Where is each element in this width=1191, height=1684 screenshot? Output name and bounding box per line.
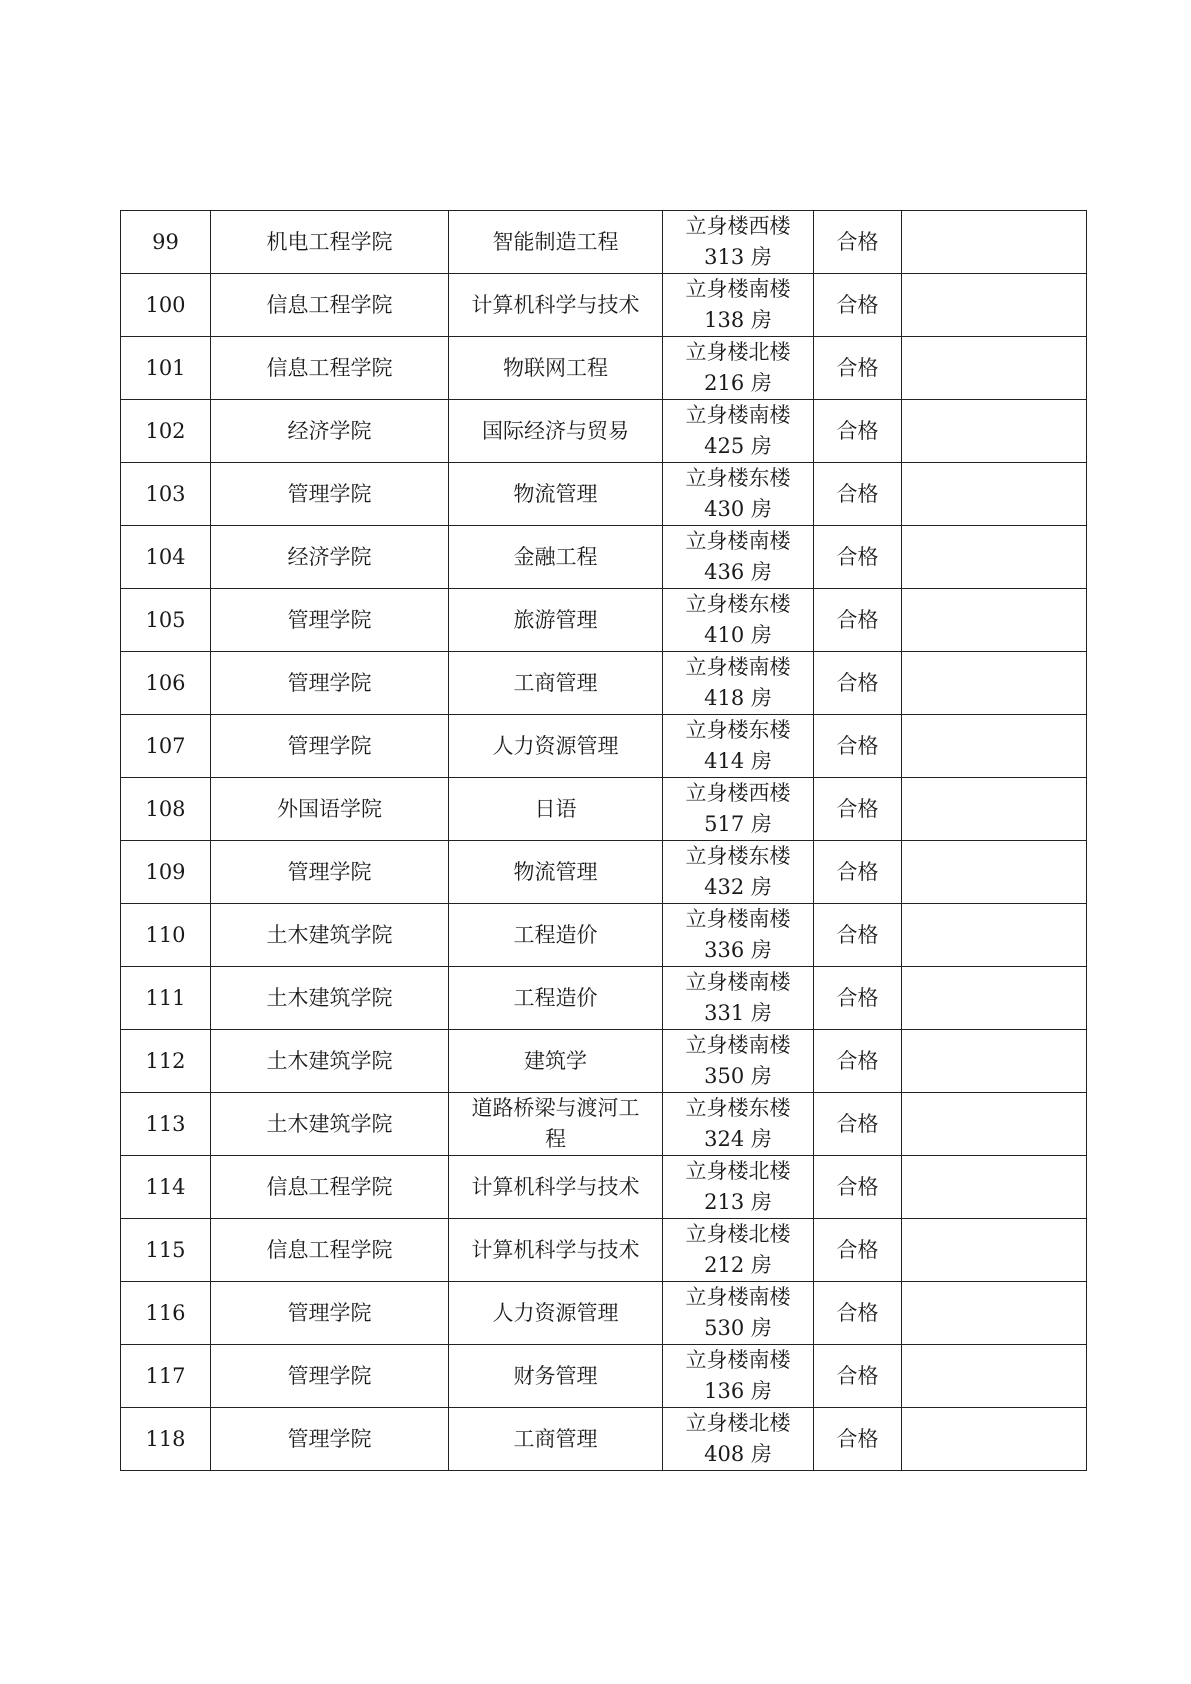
room-cell (663, 715, 814, 778)
row-number-cell (121, 1219, 211, 1282)
room-cell (663, 211, 814, 274)
college-name: 管理学院 (287, 670, 372, 695)
college-name: 信息工程学院 (266, 355, 393, 380)
table-row (121, 841, 1087, 904)
row-number-cell (121, 841, 211, 904)
major-cell (449, 589, 663, 652)
row-number-cell (121, 1282, 211, 1345)
room-number: 414 房 (704, 749, 772, 773)
inspection-results-table (120, 210, 1087, 1471)
row-number-cell (121, 1345, 211, 1408)
room-building: 立身楼南楼 (685, 1285, 791, 1309)
college-cell (211, 526, 449, 589)
major-name: 道路桥梁与渡河工程 (471, 1096, 640, 1151)
row-number: 107 (145, 733, 186, 758)
row-number-cell (121, 589, 211, 652)
result-cell (814, 904, 902, 967)
major-name: 国际经济与贸易 (482, 418, 629, 443)
result-status: 合格 (836, 229, 879, 254)
college-cell (211, 778, 449, 841)
result-cell (814, 1030, 902, 1093)
row-number-cell (121, 1156, 211, 1219)
major-cell (449, 400, 663, 463)
result-status: 合格 (836, 418, 879, 443)
row-number: 100 (145, 292, 186, 317)
note-cell (902, 1282, 1087, 1345)
room-cell (663, 1030, 814, 1093)
result-cell (814, 1156, 902, 1219)
table-row (121, 400, 1087, 463)
note-cell (902, 337, 1087, 400)
result-cell (814, 274, 902, 337)
college-cell (211, 274, 449, 337)
result-cell (814, 400, 902, 463)
result-cell (814, 1408, 902, 1471)
major-cell (449, 1282, 663, 1345)
room-number: 216 房 (704, 371, 772, 395)
room-number: 436 房 (704, 560, 772, 584)
college-name: 信息工程学院 (266, 292, 393, 317)
result-status: 合格 (836, 1237, 879, 1262)
note-cell (902, 967, 1087, 1030)
row-number: 99 (152, 229, 179, 254)
room-number: 517 房 (704, 812, 772, 836)
room-building: 立身楼北楼 (685, 340, 791, 364)
result-status: 合格 (836, 1174, 879, 1199)
college-name: 信息工程学院 (266, 1237, 393, 1262)
college-name: 管理学院 (287, 733, 372, 758)
room-building: 立身楼西楼 (685, 214, 791, 238)
result-status: 合格 (836, 544, 879, 569)
row-number: 117 (145, 1363, 186, 1388)
room-building: 立身楼东楼 (685, 592, 791, 616)
row-number: 110 (145, 922, 186, 947)
row-number-cell (121, 967, 211, 1030)
row-number: 116 (145, 1300, 186, 1325)
room-cell (663, 652, 814, 715)
major-name: 金融工程 (513, 544, 598, 569)
major-cell (449, 967, 663, 1030)
result-status: 合格 (836, 607, 879, 632)
result-status: 合格 (836, 985, 879, 1010)
table-row (121, 1408, 1087, 1471)
table-row (121, 1156, 1087, 1219)
note-cell (902, 841, 1087, 904)
room-building: 立身楼北楼 (685, 1222, 791, 1246)
result-cell (814, 1093, 902, 1156)
result-cell (814, 652, 902, 715)
room-cell (663, 1219, 814, 1282)
major-cell (449, 841, 663, 904)
major-cell (449, 463, 663, 526)
major-cell (449, 904, 663, 967)
room-number: 432 房 (704, 875, 772, 899)
row-number-cell (121, 1030, 211, 1093)
room-cell (663, 274, 814, 337)
table-row (121, 778, 1087, 841)
result-cell (814, 1219, 902, 1282)
major-cell (449, 1156, 663, 1219)
room-building: 立身楼东楼 (685, 1096, 791, 1120)
room-cell (663, 463, 814, 526)
room-number: 213 房 (704, 1190, 772, 1214)
college-cell (211, 715, 449, 778)
major-name: 工商管理 (513, 670, 598, 695)
row-number: 118 (145, 1426, 186, 1451)
room-building: 立身楼南楼 (685, 529, 791, 553)
room-number: 410 房 (704, 623, 772, 647)
result-status: 合格 (836, 481, 879, 506)
result-status: 合格 (836, 922, 879, 947)
result-status: 合格 (836, 1363, 879, 1388)
major-name: 旅游管理 (513, 607, 598, 632)
row-number: 113 (145, 1111, 186, 1136)
room-building: 立身楼南楼 (685, 403, 791, 427)
table-row (121, 526, 1087, 589)
result-cell (814, 589, 902, 652)
result-status: 合格 (836, 1048, 879, 1073)
major-cell (449, 1030, 663, 1093)
table-row (121, 274, 1087, 337)
major-cell (449, 1093, 663, 1156)
note-cell (902, 1093, 1087, 1156)
room-number: 138 房 (704, 308, 772, 332)
row-number: 102 (145, 418, 186, 443)
major-name: 人力资源管理 (492, 1300, 619, 1325)
room-cell (663, 904, 814, 967)
note-cell (902, 1219, 1087, 1282)
college-cell (211, 463, 449, 526)
table-row (121, 1345, 1087, 1408)
college-cell (211, 1156, 449, 1219)
row-number-cell (121, 463, 211, 526)
table-row (121, 463, 1087, 526)
college-cell (211, 1282, 449, 1345)
result-status: 合格 (836, 1111, 879, 1136)
row-number-cell (121, 211, 211, 274)
note-cell (902, 1030, 1087, 1093)
note-cell (902, 400, 1087, 463)
room-building: 立身楼南楼 (685, 970, 791, 994)
note-cell (902, 1345, 1087, 1408)
room-cell (663, 778, 814, 841)
row-number: 112 (145, 1048, 186, 1073)
table-row (121, 1282, 1087, 1345)
result-status: 合格 (836, 859, 879, 884)
result-cell (814, 841, 902, 904)
note-cell (902, 211, 1087, 274)
room-cell (663, 967, 814, 1030)
room-cell (663, 589, 814, 652)
table-row (121, 967, 1087, 1030)
note-cell (902, 589, 1087, 652)
table-body (121, 211, 1087, 1471)
college-cell (211, 211, 449, 274)
room-cell (663, 1345, 814, 1408)
note-cell (902, 778, 1087, 841)
major-name: 物联网工程 (503, 355, 608, 380)
result-cell (814, 1345, 902, 1408)
row-number-cell (121, 274, 211, 337)
college-name: 管理学院 (287, 607, 372, 632)
room-number: 350 房 (704, 1064, 772, 1088)
college-name: 管理学院 (287, 1426, 372, 1451)
note-cell (902, 904, 1087, 967)
college-cell (211, 967, 449, 1030)
room-number: 418 房 (704, 686, 772, 710)
row-number-cell (121, 337, 211, 400)
row-number: 106 (145, 670, 186, 695)
room-number: 408 房 (704, 1442, 772, 1466)
note-cell (902, 1408, 1087, 1471)
major-cell (449, 652, 663, 715)
major-name: 计算机科学与技术 (471, 1174, 640, 1199)
result-cell (814, 211, 902, 274)
room-number: 313 房 (704, 245, 772, 269)
result-cell (814, 337, 902, 400)
college-name: 管理学院 (287, 1363, 372, 1388)
major-cell (449, 1345, 663, 1408)
room-building: 立身楼南楼 (685, 1033, 791, 1057)
row-number-cell (121, 715, 211, 778)
major-name: 计算机科学与技术 (471, 1237, 640, 1262)
note-cell (902, 274, 1087, 337)
table-row (121, 211, 1087, 274)
table-row (121, 904, 1087, 967)
row-number: 109 (145, 859, 186, 884)
room-cell (663, 337, 814, 400)
college-cell (211, 1093, 449, 1156)
college-cell (211, 841, 449, 904)
room-cell (663, 526, 814, 589)
room-building: 立身楼东楼 (685, 466, 791, 490)
room-number: 530 房 (704, 1316, 772, 1340)
college-name: 管理学院 (287, 1300, 372, 1325)
note-cell (902, 715, 1087, 778)
college-cell (211, 1345, 449, 1408)
major-cell (449, 211, 663, 274)
row-number-cell (121, 652, 211, 715)
major-name: 计算机科学与技术 (471, 292, 640, 317)
major-name: 人力资源管理 (492, 733, 619, 758)
major-cell (449, 337, 663, 400)
result-cell (814, 967, 902, 1030)
row-number-cell (121, 400, 211, 463)
row-number: 111 (145, 985, 186, 1010)
room-cell (663, 1408, 814, 1471)
college-cell (211, 1030, 449, 1093)
college-name: 土木建筑学院 (266, 985, 393, 1010)
college-cell (211, 589, 449, 652)
result-cell (814, 463, 902, 526)
major-cell (449, 1219, 663, 1282)
room-cell (663, 1282, 814, 1345)
room-building: 立身楼南楼 (685, 907, 791, 931)
major-name: 财务管理 (513, 1363, 598, 1388)
room-number: 331 房 (704, 1001, 772, 1025)
row-number: 101 (145, 355, 186, 380)
room-cell (663, 841, 814, 904)
major-name: 工程造价 (513, 985, 598, 1010)
major-name: 物流管理 (513, 859, 598, 884)
row-number: 108 (145, 796, 186, 821)
room-number: 336 房 (704, 938, 772, 962)
table-row (121, 652, 1087, 715)
major-cell (449, 1408, 663, 1471)
major-name: 工程造价 (513, 922, 598, 947)
row-number-cell (121, 526, 211, 589)
major-cell (449, 778, 663, 841)
note-cell (902, 463, 1087, 526)
result-status: 合格 (836, 1426, 879, 1451)
row-number: 115 (145, 1237, 186, 1262)
table-row (121, 1093, 1087, 1156)
result-cell (814, 1282, 902, 1345)
result-status: 合格 (836, 796, 879, 821)
room-number: 425 房 (704, 434, 772, 458)
room-number: 212 房 (704, 1253, 772, 1277)
room-building: 立身楼南楼 (685, 277, 791, 301)
room-building: 立身楼南楼 (685, 1348, 791, 1372)
result-status: 合格 (836, 1300, 879, 1325)
college-name: 管理学院 (287, 481, 372, 506)
room-number: 324 房 (704, 1127, 772, 1151)
room-number: 136 房 (704, 1379, 772, 1403)
table-row (121, 589, 1087, 652)
college-name: 土木建筑学院 (266, 1048, 393, 1073)
college-name: 机电工程学院 (266, 229, 393, 254)
college-name: 经济学院 (287, 544, 372, 569)
table-row (121, 1030, 1087, 1093)
major-name: 日语 (534, 796, 577, 821)
college-name: 经济学院 (287, 418, 372, 443)
table-row (121, 1219, 1087, 1282)
room-building: 立身楼北楼 (685, 1159, 791, 1183)
room-building: 立身楼北楼 (685, 1411, 791, 1435)
table-row (121, 337, 1087, 400)
row-number-cell (121, 1408, 211, 1471)
major-cell (449, 274, 663, 337)
row-number-cell (121, 904, 211, 967)
major-name: 物流管理 (513, 481, 598, 506)
college-cell (211, 652, 449, 715)
major-cell (449, 715, 663, 778)
result-cell (814, 526, 902, 589)
major-name: 建筑学 (524, 1048, 587, 1073)
college-cell (211, 337, 449, 400)
note-cell (902, 652, 1087, 715)
result-status: 合格 (836, 355, 879, 380)
row-number: 114 (145, 1174, 186, 1199)
note-cell (902, 1156, 1087, 1219)
college-name: 信息工程学院 (266, 1174, 393, 1199)
room-building: 立身楼东楼 (685, 718, 791, 742)
college-name: 管理学院 (287, 859, 372, 884)
college-cell (211, 400, 449, 463)
row-number: 104 (145, 544, 186, 569)
college-name: 土木建筑学院 (266, 1111, 393, 1136)
room-building: 立身楼东楼 (685, 844, 791, 868)
room-cell (663, 1093, 814, 1156)
row-number: 103 (145, 481, 186, 506)
note-cell (902, 526, 1087, 589)
row-number-cell (121, 1093, 211, 1156)
result-status: 合格 (836, 733, 879, 758)
college-cell (211, 1219, 449, 1282)
major-name: 工商管理 (513, 1426, 598, 1451)
result-cell (814, 778, 902, 841)
room-cell (663, 1156, 814, 1219)
major-cell (449, 526, 663, 589)
result-status: 合格 (836, 670, 879, 695)
row-number-cell (121, 778, 211, 841)
room-cell (663, 400, 814, 463)
college-cell (211, 904, 449, 967)
result-status: 合格 (836, 292, 879, 317)
room-building: 立身楼西楼 (685, 781, 791, 805)
college-name: 土木建筑学院 (266, 922, 393, 947)
room-building: 立身楼南楼 (685, 655, 791, 679)
room-number: 430 房 (704, 497, 772, 521)
college-name: 外国语学院 (277, 796, 382, 821)
major-name: 智能制造工程 (492, 229, 619, 254)
row-number: 105 (145, 607, 186, 632)
result-cell (814, 715, 902, 778)
college-cell (211, 1408, 449, 1471)
table-row (121, 715, 1087, 778)
